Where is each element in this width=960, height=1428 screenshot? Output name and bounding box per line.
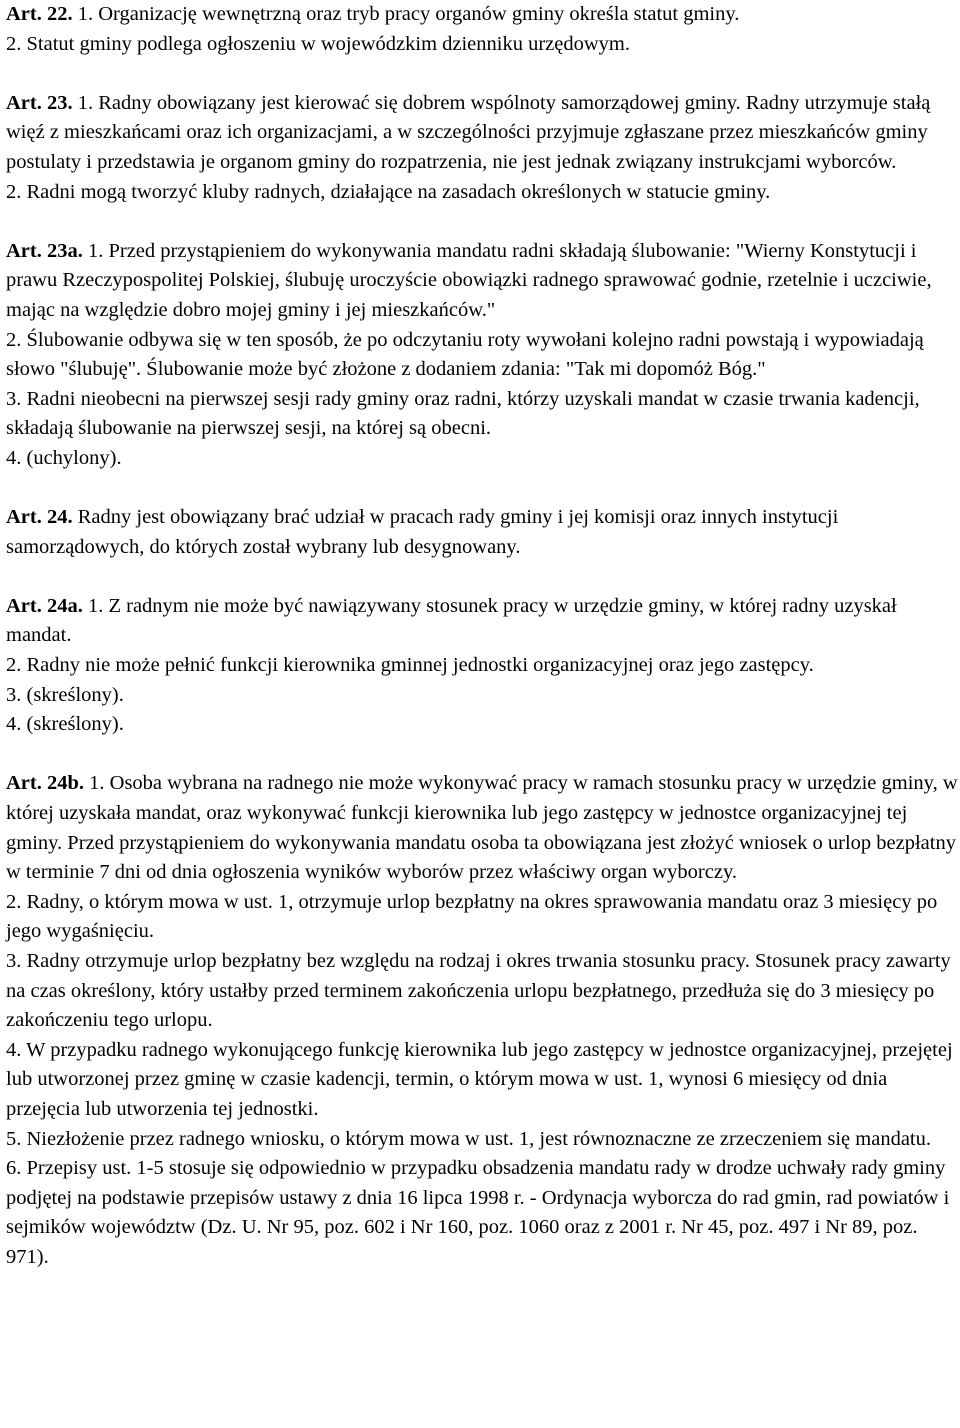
article-label: Art. 24b. <box>6 772 85 795</box>
article-paragraph <box>6 888 960 947</box>
article-23a <box>6 237 960 474</box>
paragraph-text: 1. Organizację wewnętrzną oraz tryb pracy organów gminy określa statut gminy. <box>77 3 740 25</box>
article-label: Art. 24. <box>6 506 73 529</box>
paragraph-text: 5. Niezłożenie przez radnego wniosku, o którym mowa w ust. 1, jest równoznaczne ze zrzeczeniem się mandatu. <box>6 1127 931 1150</box>
article-paragraph <box>6 947 960 1036</box>
paragraph-text: 2. Radny, o którym mowa w ust. 1, otrzymuje urlop bezpłatny na okres sprawowania mandatu oraz 3 miesięcy po jego wygaśnięciu. <box>6 890 938 943</box>
paragraph-text: 1. Radny obowiązany jest kierować się dobrem wspólnoty samorządowej gminy. Radny utrzymuje stałą więź z mieszkańcami oraz ich organizacjami, a w szczególności przyjmuje zgłaszane przez mieszkańców gminy postulaty i przedstawia je organom gminy do rozpatrzenia, nie jest jednak związany instrukcjami wyborców. <box>6 91 931 173</box>
article-paragraph <box>6 592 960 651</box>
article-paragraph <box>6 710 960 740</box>
article-label: Art. 23. <box>6 91 73 114</box>
paragraph-text: 1. Osoba wybrana na radnego nie może wykonywać pracy w ramach stosunku pracy w urzędzie gminy, w której uzyskała mandat, oraz wykonywać funkcji kierownika lub jego zastępcy w jednostce organizacyjnej tej gminy. Przed przystąpieniem do wykonywania mandatu osoba ta obowiązana jest złożyć wniosek o urlop bezpłatny w terminie 7 dni od dnia ogłoszenia wyników wyborów przez właściwy organ wyborczy. <box>6 772 958 884</box>
paragraph-text: 3. (skreślony). <box>6 683 124 706</box>
article-paragraph <box>6 1154 960 1272</box>
article-paragraph <box>6 1036 960 1125</box>
article-paragraph <box>6 1125 960 1155</box>
article-24 <box>6 503 960 562</box>
article-paragraph <box>6 89 960 178</box>
article-paragraph <box>6 503 960 562</box>
paragraph-text: 1. Z radnym nie może być nawiązywany stosunek pracy w urzędzie gminy, w której radny uzyskał mandat. <box>6 594 897 647</box>
article-23 <box>6 89 960 207</box>
paragraph-text: 2. Statut gminy podlega ogłoszeniu w wojewódzkim dzienniku urzędowym. <box>6 32 630 55</box>
article-paragraph <box>6 769 960 887</box>
article-paragraph <box>6 651 960 681</box>
paragraph-text: 1. Przed przystąpieniem do wykonywania mandatu radni składają ślubowanie: "Wierny Konstytucji i prawu Rzeczypospolitej Polskiej, ślubuję uroczyście obowiązki radnego sprawować godnie, rzetelnie i uczciwie, mając na względzie dobro mojej gminy i jej mieszkańców." <box>6 239 932 321</box>
paragraph-text: 4. (skreślony). <box>6 713 124 736</box>
article-paragraph <box>6 237 960 326</box>
article-paragraph <box>6 444 960 474</box>
paragraph-text: 2. Ślubowanie odbywa się w ten sposób, że po odczytaniu roty wywołani kolejno radni powstają i wypowiadają słowo "ślubuję". Ślubowanie może być złożone z dodaniem zdania: "Tak mi dopomóż Bóg." <box>6 328 924 381</box>
paragraph-text: 6. Przepisy ust. 1-5 stosuje się odpowiednio w przypadku obsadzenia mandatu rady w drodze uchwały rady gminy podjętej na podstawie przepisów ustawy z dnia 16 lipca 1998 r. - Ordynacja wyborcza do rad gmin, rad powiatów i sejmików województw (Dz. U. Nr 95, poz. 602 i Nr 160, poz. 1060 oraz z 2001 r. Nr 45, poz. 497 i Nr 89, poz. 971). <box>6 1157 950 1268</box>
paragraph-text: 4. (uchylony). <box>6 446 122 469</box>
article-24b <box>6 769 960 1272</box>
paragraph-text: 2. Radny nie może pełnić funkcji kierownika gminnej jednostki organizacyjnej oraz jego zastępcy. <box>6 654 814 677</box>
paragraph-text: 2. Radni mogą tworzyć kluby radnych, działające na zasadach określonych w statucie gminy. <box>6 180 771 203</box>
article-label: Art. 24a. <box>6 594 83 617</box>
article-paragraph <box>6 326 960 385</box>
paragraph-text: 3. Radny otrzymuje urlop bezpłatny bez względu na rodzaj i okres trwania stosunku pracy. Stosunek pracy zawarty na czas określony, który ustałby przed terminem zakończenia urlopu bezpłatnego, przedłuża się do 3 miesięcy po zakończeniu tego urlopu. <box>6 950 951 1032</box>
article-label: Art. 23a. <box>6 239 83 262</box>
paragraph-text: Radny jest obowiązany brać udział w pracach rady gminy i jej komisji oraz innych instytucji samorządowych, do których został wybrany lub desygnowany. <box>6 506 839 558</box>
article-paragraph <box>6 30 960 60</box>
article-label: Art. 22. <box>6 3 73 25</box>
article-paragraph <box>6 0 960 30</box>
article-22 <box>6 0 960 59</box>
article-24a <box>6 592 960 740</box>
paragraph-text: 4. W przypadku radnego wykonującego funkcję kierownika lub jego zastępcy w jednostce organizacyjnej, przejętej lub utworzonej przez gminę w czasie kadencji, termin, o którym mowa w ust. 1, wynosi 6 miesięcy od dnia przejęcia lub utworzenia tej jednostki. <box>6 1038 953 1120</box>
paragraph-text: 3. Radni nieobecni na pierwszej sesji rady gminy oraz radni, którzy uzyskali mandat w czasie trwania kadencji, składają ślubowanie na pierwszej sesji, na której są obecni. <box>6 387 920 440</box>
article-paragraph <box>6 681 960 711</box>
article-paragraph <box>6 178 960 208</box>
article-paragraph <box>6 385 960 444</box>
